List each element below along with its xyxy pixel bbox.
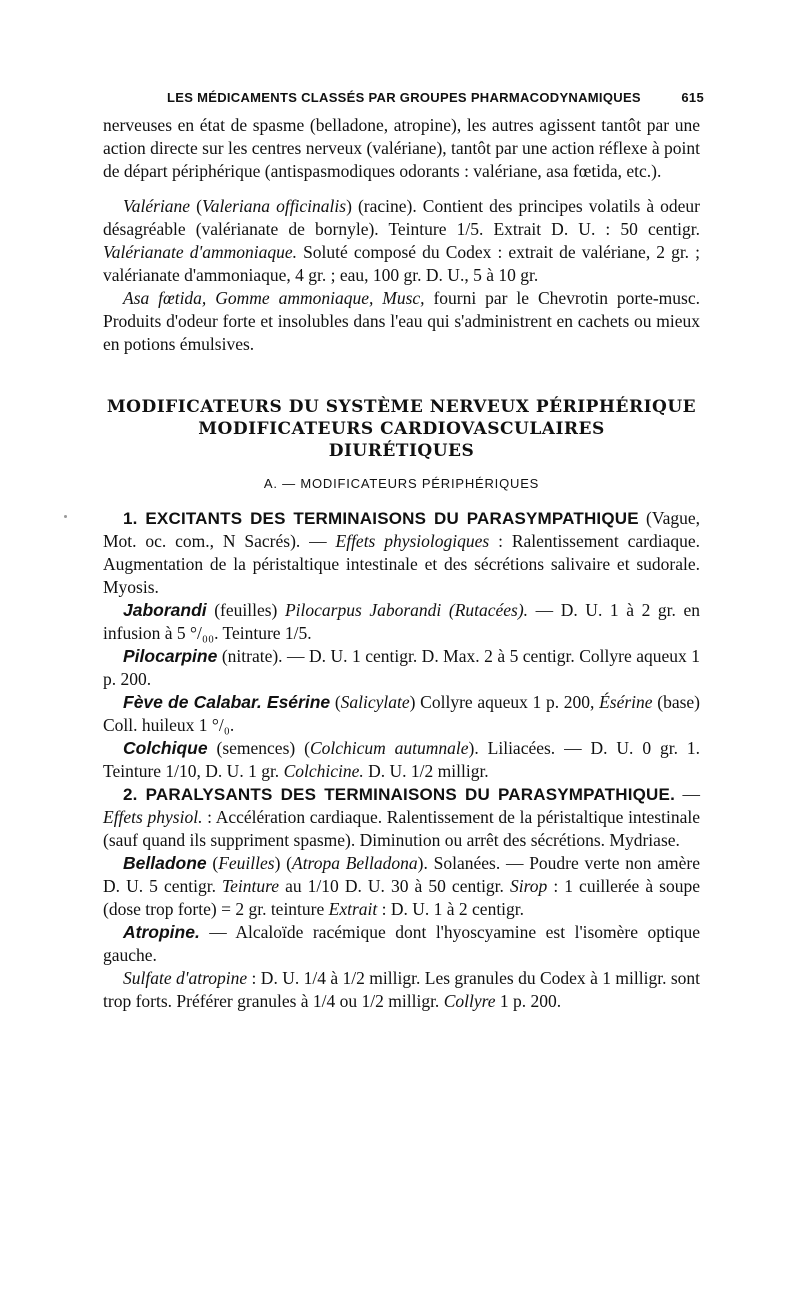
- belladone-text-3: ). Solanées. — Poudre verte non amère D. U. 5 centigr.: [103, 853, 700, 896]
- colchicine-name: Colchicine.: [283, 761, 364, 781]
- paralysants-text-1: —: [675, 784, 701, 804]
- sulfate-paragraph: [103, 967, 700, 1013]
- colchique-latin: Colchicum autumnale: [309, 738, 469, 758]
- asa-text: fourni par le Chevrotin porte-musc. Produits d'odeur forte et insolubles dans l'eau qui s'administrent en cachets ou mieux en potions émulsives.: [103, 288, 700, 354]
- belladone-paragraph: [103, 852, 700, 921]
- belladone-text-2: ) (: [274, 853, 292, 873]
- valerianate-name: Valérianate d'ammoniaque.: [103, 242, 298, 262]
- pilocarpine-text: (nitrate). — D. U. 1 centigr. D. Max. 2 à 5 centigr. Collyre aqueux 1 p. 200.: [103, 646, 700, 689]
- feve-text-2: ) Collyre aqueux 1 p. 200,: [409, 692, 600, 712]
- sulfate-text-2: 1 p. 200.: [495, 991, 562, 1011]
- section-title-3: DIURÉTIQUES: [328, 441, 475, 461]
- feve-eserine: Ésérine: [599, 692, 653, 712]
- pilocarpine-paragraph: [103, 645, 700, 691]
- valeriane-paragraph: Valériane (Valeriana officinalis) (racine). Contient des principes volatils à odeur désagréable (valérianate de bornyle). Teinture 1/5. Extrait D. U. : 50 centigr. Valérianate d'ammoniaque. Soluté composé du Codex : extrait de valériane, 2 gr. ; valérianate d'ammoniaque, 4 gr. ; eau, 100 gr. D. U., 5 à 10 gr.: [103, 196, 700, 285]
- atropine-text: — Alcaloïde racémique dont l'hyoscyamine est l'isomère optique gauche.: [103, 922, 700, 965]
- paralysants-heading: 2. PARALYSANTS DES TERMINAISONS DU PARASYMPATHIQUE.: [123, 785, 675, 804]
- running-header: [103, 84, 704, 114]
- belladone-text-6: : D. U. 1 à 2 centigr.: [377, 899, 525, 919]
- valeriane-text-1: (racine). Contient des principes volatils à odeur désagréable (valérianate de bornyle). Teinture 1/5. Extrait D. U. : 50 centigr.: [103, 196, 700, 239]
- excitants-heading: 1. EXCITANTS DES TERMINAISONS DU PARASYMPATHIQUE: [123, 509, 639, 528]
- colchique-name: Colchique: [123, 738, 208, 758]
- jaborandi-text-2: — D. U. 1 à 2 gr. en infusion à 5 °/₀₀. Teinture 1/5.: [103, 600, 700, 643]
- header-title: LES MÉDICAMENTS CLASSÉS PAR GROUPES PHARMACODYNAMIQUES: [167, 90, 641, 105]
- page-number: 615: [681, 90, 704, 105]
- asa-names: Asa fœtida, Gomme ammoniaque, Musc,: [123, 288, 425, 308]
- subsection-title: A. — MODIFICATEURS PÉRIPHÉRIQUES: [263, 476, 540, 491]
- belladone-extrait: Extrait: [328, 899, 378, 919]
- belladone-text-5: : 1 cuillerée à soupe (dose trop forte) = 2 gr. teinture: [103, 876, 700, 919]
- colchique-text-2: ). Liliacées. — D. U. 0 gr. 1. Teinture 1/10, D. U. 1 gr.: [103, 738, 700, 781]
- belladone-latin: Atropa Belladona: [292, 853, 418, 873]
- pilocarpine-name: Pilocarpine: [123, 646, 218, 666]
- belladone-name: Belladone: [123, 853, 207, 873]
- belladone-feuilles: Feuilles: [218, 853, 275, 873]
- feve-paragraph: [103, 691, 700, 737]
- feve-text-1: (: [330, 692, 341, 712]
- valeriane-latin: Valeriana officinalis: [201, 196, 347, 216]
- stray-dot: [64, 515, 67, 518]
- belladone-text-4: au 1/10 D. U. 30 à 50 centigr.: [279, 876, 510, 896]
- excitants-text-1: (Vague, Mot. oc. com., N Sacrés). —: [103, 508, 700, 551]
- sulfate-collyre: Collyre: [443, 991, 496, 1011]
- jaborandi-name: Jaborandi: [123, 600, 207, 620]
- atropine-name: Atropine.: [123, 922, 200, 942]
- atropine-paragraph: [103, 921, 700, 967]
- sulfate-text-1: : D. U. 1/4 à 1/2 milligr. Les granules du Codex à 1 milligr. sont trop forts. Préférer granules à 1/4 ou 1/2 milligr.: [103, 968, 701, 1011]
- asa-paragraph: [103, 287, 700, 356]
- valeriane-text-2: Soluté composé du Codex : extrait de valériane, 2 gr. ; valérianate d'ammoniaque, 4 gr. ; eau, 100 gr. D. U., 5 à 10 gr.: [103, 242, 700, 285]
- excitants-effects: Effets physiologiques: [335, 531, 490, 551]
- excitants-paragraph: [103, 507, 700, 599]
- sulfate-name: Sulfate d'atropine: [123, 968, 248, 988]
- paralysants-effects: Effets physiol.: [103, 807, 203, 827]
- paralysants-text-2: : Accélération cardiaque. Ralentissement de la péristaltique intestinale (sauf quand ils suppriment spasme). Diminution ou arrêt des sécrétions. Mydriase.: [103, 807, 700, 850]
- jaborandi-latin: Pilocarpus Jaborandi (Rutacées).: [284, 600, 529, 620]
- section-title-1: MODIFICATEURS DU SYSTÈME NERVEUX PÉRIPHÉRIQUE: [106, 397, 697, 417]
- feve-name: Fève de Calabar. Esérine: [123, 692, 331, 712]
- intro-paragraph: nerveuses en état de spasme (belladone, atropine), les autres agissent tantôt par une action directe sur les centres nerveux (valériane), tantôt par une action réflexe à point de départ périphérique (antispasmodiques odorants : valériane, asa fœtida, etc.).: [103, 115, 700, 181]
- colchique-paragraph: [103, 737, 700, 783]
- section-title-2: MODIFICATEURS CARDIOVASCULAIRES: [198, 419, 605, 439]
- excitants-text-2: : Ralentissement cardiaque. Augmentation de la péristaltique intestinale et des sécrétions salivaire et sudorale. Myosis.: [103, 531, 700, 597]
- feve-text-3: (base) Coll. huileux 1 °/₀.: [103, 692, 700, 735]
- belladone-text-1: (: [206, 853, 219, 873]
- valeriane-name: Valériane: [123, 196, 191, 216]
- colchique-text-1: (semences) (: [207, 738, 310, 758]
- belladone-sirop: Sirop: [509, 876, 548, 896]
- jaborandi-paragraph: [103, 599, 700, 645]
- colchique-text-3: D. U. 1/2 milligr.: [363, 761, 489, 781]
- paralysants-paragraph: [103, 783, 700, 852]
- page: [103, 84, 704, 1013]
- feve-salicylate: Salicylate: [340, 692, 410, 712]
- belladone-teinture: Teinture: [222, 876, 280, 896]
- jaborandi-text-1: (feuilles): [206, 600, 285, 620]
